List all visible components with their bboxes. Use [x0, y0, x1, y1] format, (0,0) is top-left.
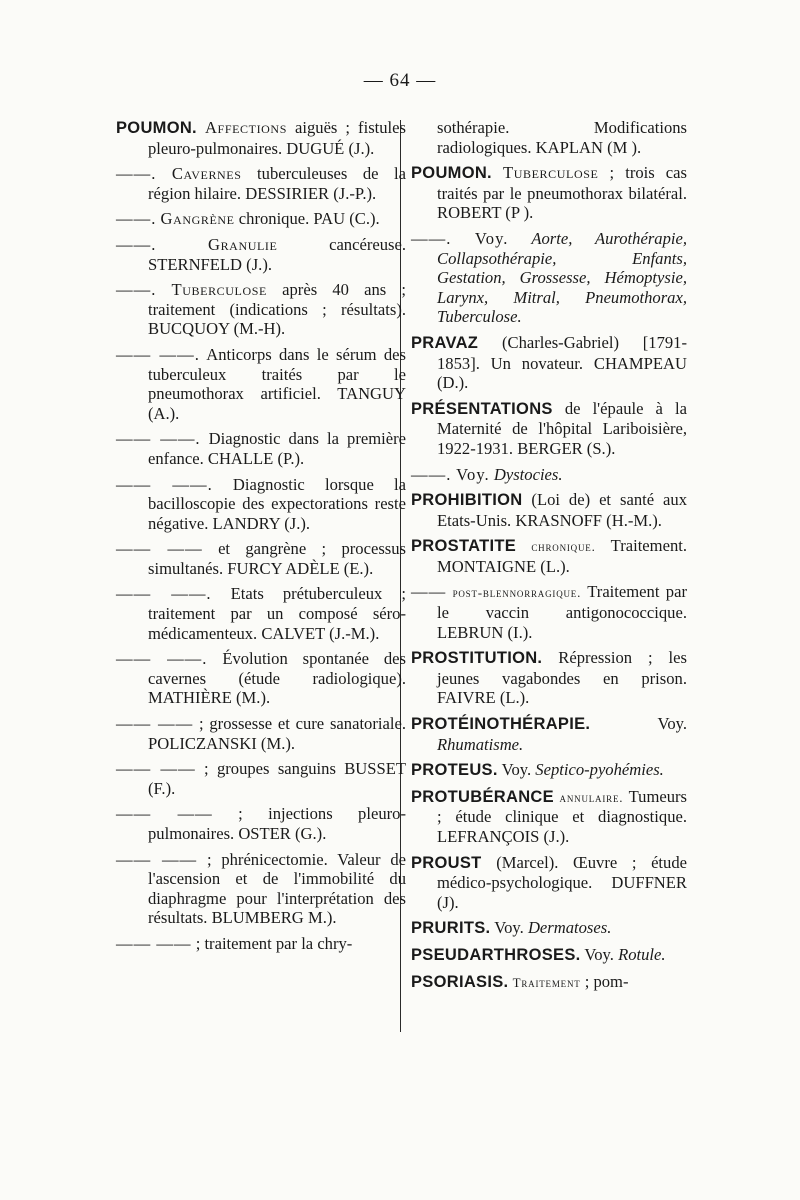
entry-text: Traitement par le vaccin antigonococcique. LEBRUN (I.). [437, 582, 687, 642]
entry-text: Tumeurs ; étude clinique et diagnostique. LEFRANÇOIS (J.). [437, 786, 687, 846]
entry-dash: —— ——. [116, 649, 208, 669]
entry-text: cancéreuse. STERNFELD (J.). [148, 234, 406, 274]
entry-headword: PSEUDARTHROSES. [411, 945, 581, 964]
index-entry [411, 853, 687, 913]
entry-headword: PROHIBITION [411, 491, 523, 510]
entry-subheading: annulaire. [559, 789, 624, 805]
entry-text: Répression ; les jeunes vagabondes en prison. FAIVRE (L.). [437, 648, 687, 708]
entry-text: aiguës ; fistules pleuro-pulmonaires. DUGUÉ (J.). [148, 118, 406, 158]
index-entry [411, 760, 687, 781]
index-entry [116, 539, 406, 578]
entry-text: Voy. [657, 714, 687, 734]
entry-subheading: post-blennorragique. [452, 585, 582, 601]
entry-text: ; groupes sanguins BUSSET (F.). [148, 759, 406, 798]
entry-text: Traitement. MONTAIGNE (L.). [437, 536, 687, 576]
entry-headword: PROSTATITE [411, 537, 517, 556]
entry-text: sothérapie. Modifications radiologiques. KAPLAN (M ). [437, 118, 687, 157]
entry-subheading: Traitement [512, 974, 581, 990]
index-entry [116, 280, 406, 339]
entry-text: ; traitement par la chry- [195, 933, 353, 953]
entry-dash: —— —— [116, 539, 203, 559]
index-entry [116, 475, 406, 534]
index-entry [116, 649, 406, 708]
index-entry [411, 229, 687, 327]
index-entry [411, 582, 687, 642]
index-entry [116, 714, 406, 753]
index-entry [116, 235, 406, 274]
entry-headword: PRURITS. [411, 919, 491, 938]
entry-headword: PRÉSENTATIONS [411, 399, 553, 418]
index-entry [411, 945, 687, 966]
entry-text: tuberculeuses de la région hilaire. DESSIRIER (J.-P.). [148, 164, 407, 203]
index-entry [116, 804, 406, 843]
index-entry [116, 759, 406, 798]
entry-text: (Marcel). Œuvre ; étude médico-psychologique. DUFFNER (J). [437, 852, 687, 912]
entry-text: Diagnostic lorsque la bacilloscopie des expectorations reste négative. LANDRY (J.). [148, 474, 406, 533]
index-entry [411, 333, 687, 393]
index-entry [411, 490, 687, 530]
entry-text: Anticorps dans le sérum des tuberculeux traités par le pneumothorax artificiel. TANGUY (A.). [148, 344, 407, 423]
entry-crossref: Dystocies. [493, 464, 563, 484]
entry-text: ; grossesse et cure sanatoriale. POLICZANSKI (M.). [148, 714, 406, 753]
entry-crossref: Dermatoses. [527, 918, 612, 938]
entry-text: ; phrénicectomie. Valeur de l'ascension et de l'immobilité du diaphragme pour l'interprétation des résultats. BLUMBERG M.). [148, 849, 406, 928]
entry-text: ; trois cas traités par le pneumothorax bilatéral. ROBERT (P ). [437, 163, 687, 223]
entry-dash: —— —— [116, 933, 192, 953]
entry-headword: POUMON. [411, 164, 492, 183]
entry-dash: ——. Voy. [411, 228, 509, 248]
entry-headword: PSORIASIS. [411, 972, 509, 991]
entry-dash: —— ——. [116, 584, 212, 604]
entry-headword: PROUST [411, 853, 482, 872]
entry-dash: —— [411, 582, 447, 602]
entry-subheading: Affections [204, 118, 287, 137]
index-entry [411, 536, 687, 576]
index-entry [116, 118, 406, 158]
entry-text: ; injections pleuro-pulmonaires. OSTER (G.). [148, 804, 406, 843]
entry-text: Etats prétuberculeux ; traitement par un composé séro-médicamenteux. CALVET (J.-M.). [148, 584, 406, 643]
entry-text: après 40 ans ; traitement (indications ; résultats). BUCQUOY (M.-H). [148, 280, 407, 339]
entry-crossref: Rhumatisme. [437, 734, 524, 754]
entry-text: (Loi de) et santé aux Etats-Unis. KRASNOFF (H.-M.). [437, 490, 687, 530]
entry-headword: PROTÉINOTHÉRAPIE. [411, 715, 591, 734]
entry-dash: —— ——. [116, 474, 213, 494]
index-entry [116, 345, 406, 423]
entry-headword: PROTEUS. [411, 761, 498, 780]
entry-text: ; pom- [584, 971, 629, 991]
entry-subheading: Cavernes [171, 164, 242, 184]
page-number: — 64 — [363, 70, 437, 91]
entry-text: chronique. PAU (C.). [238, 209, 380, 229]
index-entry [411, 918, 687, 939]
entry-dash: ——. [116, 164, 157, 184]
entry-dash: ——. [116, 209, 157, 229]
entry-text: Diagnostic dans la première enfance. CHALLE (P.). [148, 429, 406, 468]
entry-text: et gangrène ; processus simultanés. FURCY ADÈLE (E.). [148, 539, 406, 578]
entry-headword: PROSTITUTION. [411, 649, 543, 668]
entry-dash: —— ——. [116, 429, 201, 449]
entry-subheading: Tuberculose [171, 280, 267, 300]
left-column [116, 118, 406, 960]
entry-text: Évolution spontanée des cavernes (étude radiologique). MATHIÈRE (M.). [148, 649, 407, 708]
entry-dash: —— —— [116, 714, 194, 734]
entry-dash: ——. [116, 234, 157, 254]
entry-text: (Charles-Gabriel) [1791-1853]. Un novateur. CHAMPEAU (D.). [437, 332, 687, 393]
entry-text: Voy. [494, 918, 524, 938]
entry-dash: ——. [116, 280, 157, 300]
entry-dash: —— —— [116, 804, 213, 824]
entry-crossref: Rotule. [618, 944, 666, 964]
entry-dash: —— ——. [116, 344, 200, 364]
index-entry [411, 648, 687, 708]
index-entry [116, 429, 406, 468]
index-entry-continuation [411, 118, 687, 157]
index-entry [116, 934, 406, 954]
entry-dash: ——. Voy. [411, 464, 490, 484]
index-entry [411, 972, 687, 993]
entry-dash: —— —— [116, 849, 198, 869]
entry-headword: PRAVAZ [411, 333, 479, 352]
entry-text: Voy. [584, 944, 614, 964]
entry-headword: POUMON. [116, 119, 197, 137]
entry-crossref: Aorte, Aurothérapie, Collapsothérapie, Enfants, Gestation, Grossesse, Hémoptysie, Larynx, Mitral, Pneumothorax, Tuberculose. [437, 228, 687, 327]
index-entry [116, 850, 406, 928]
entry-text: de l'épaule à la Maternité de l'hôpital Lariboisière, 1922-1931. BERGER (S.). [437, 398, 687, 458]
index-entry [411, 399, 687, 459]
entry-headword: PROTUBÉRANCE [411, 787, 554, 806]
entry-dash: —— —— [116, 759, 196, 779]
index-entry [411, 465, 687, 485]
right-column [411, 118, 687, 998]
index-entry [411, 787, 687, 847]
entry-crossref: Septico-pyohémies. [535, 760, 664, 780]
entry-subheading: Gangrène [160, 209, 235, 229]
entry-subheading: chronique. [531, 539, 596, 555]
index-entry [116, 164, 406, 203]
index-entry [116, 584, 406, 643]
entry-text: Voy. [501, 760, 532, 780]
entry-subheading: Tuberculose [503, 163, 599, 183]
index-entry [411, 163, 687, 223]
entry-subheading: Granulie [207, 234, 278, 254]
index-entry [411, 714, 687, 754]
index-entry [116, 209, 406, 229]
